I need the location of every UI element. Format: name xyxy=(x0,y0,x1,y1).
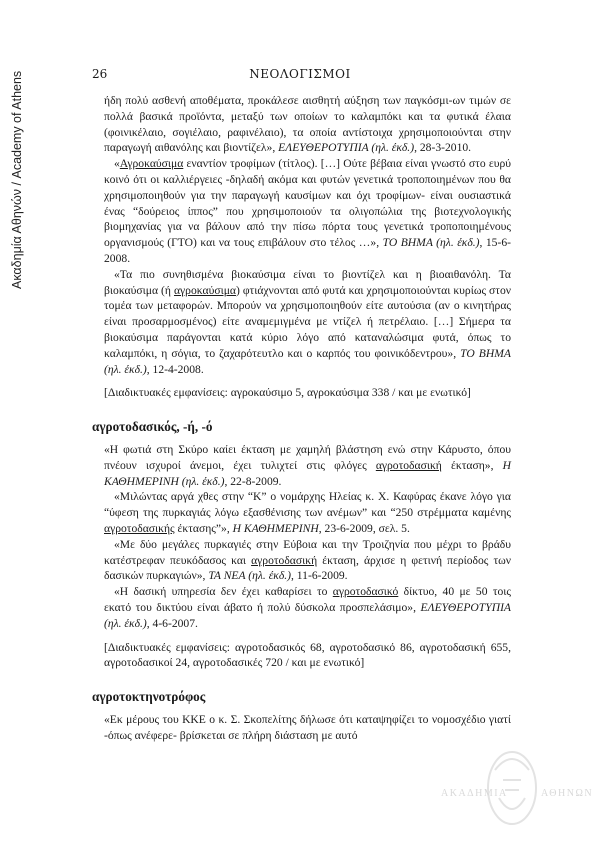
citation-date: , 12-4-2008. xyxy=(146,362,204,376)
citation-text: έκταση», xyxy=(441,458,494,472)
web-occurrences-note: [Διαδικτυακές εμφανίσεις: αγροκαύσιμο 5, αγροκαύσιμα 338 / και με ενωτικό] xyxy=(104,386,471,400)
citation-source: Η ΚΑΘΗΜΕΡΙΝΗ (ηλ. έκδ.) xyxy=(104,458,511,488)
citation-term: αγροτοδασικό xyxy=(332,585,399,599)
running-title: ΝΕΟΛΟΓΙΣΜΟΙ xyxy=(249,67,351,81)
watermark-text-right: ΑΘΗΝΩΝ xyxy=(541,788,594,799)
citation-term: αγροτοδασική xyxy=(251,553,318,567)
citation-paragraph xyxy=(104,537,511,584)
citation-source: ΤΑ ΝΕΑ (ηλ. έκδ.) xyxy=(208,569,291,583)
citation-text: έκτασης”», xyxy=(174,521,230,535)
citation-term: αγροτοδασικής xyxy=(104,521,175,535)
entry-agrokausimo-citations xyxy=(92,93,511,401)
citation-source: Η ΚΑΘΗΜΕΡΙΝΗ xyxy=(232,521,319,535)
side-label: Ακαδημία Αθηνών / Academy of Athens xyxy=(10,70,24,290)
citation-paragraph xyxy=(104,489,511,536)
web-occurrences-note: [Διαδικτυακές εμφανίσεις: αγροτοδασικός 68, αγροτοδασικό 86, αγροτοδασική 655, αγροτοδασικοί 24, αγροτοδασικές 720 / και με ενωτικό] xyxy=(104,640,511,670)
citation-text: ) φτιάχνονται από φυτά και χρησιμοποιούνται κυρίως στον τομέα των μεταφορών. Μπορούν να χρησιμοποιηθούν είτε αυτούσια (αν ο κινητήρας είναι προσαρμοσμένος) είτε αναμεμιγμένα με ντίζελ ή πετρέλαιο. […] Σήμερα τα βιοκαύσιμα παράγονται κατά κύριο λόγο από καταναλώσιμα φυτά, όπως το καλαμπόκι, η σόγια, το ζαχαρότευτλο και ο καρπός του φοινικόδεντρου», xyxy=(104,283,512,360)
citation-source: ΤΟ ΒΗΜΑ (ηλ. έκδ.) xyxy=(104,346,511,376)
citation-text: «Η φωτιά στη Σκύρο καίει έκταση με χαμηλή βλάστηση ενώ στην Κάρυστο, όπου πνέουν ισχυροί άνεμοι, έχει τυλιχτεί στις φλόγες xyxy=(104,442,511,472)
citation-date: , 22-8-2009. xyxy=(224,474,282,488)
page-body xyxy=(92,93,511,743)
citation-date: , 15-6-2008. xyxy=(104,236,511,265)
citation-date: , 4-6-2007. xyxy=(146,616,198,630)
citation-paragraph xyxy=(104,156,511,267)
citation-source: ΤΟ ΒΗΜΑ (ηλ. έκδ.) xyxy=(382,236,480,250)
citation-date: , 28-3-2010. xyxy=(414,141,472,155)
citation-text: εναντίον τροφίμων (τίτλος). […] Ούτε βέβαια είναι γνωστό στο ευρύ κοινό ότι οι καλλιέργειες -δηλαδή ακόμα και φυτών γενετικά τροποποιημένων που θα χρησιμοποιηθούν για την παραγωγή καυσίμων και όχι τροφίμων- είναι ουσιαστικά ένας “δούρειος ίππος” που χρησιμοποιούν τα ολιγοπώλια της βιοτεχνολογικής βιομηχανίας για να βάλουν από την πίσω πόρτα τους γενετικά τροποποιημένους οργανισμούς (ΓΤΟ) και να τους επιβάλουν στο τέλος …», xyxy=(104,157,511,250)
citation-term: αγροτοδασική xyxy=(375,458,442,472)
citation-source: ΕΛΕΥΘΕΡΟΤΥΠΙΑ (ηλ. έκδ.) xyxy=(104,600,512,630)
citation-paragraph: «Εκ μέρους του ΚΚΕ ο κ. Σ. Σκοπελίτης δήλωσε ότι καταψηφίζει το νομοσχέδιο γιατί -όπως ανέφερε- βρίσκεται σε πλήρη διάσταση με αυτό xyxy=(104,712,511,742)
citation-term: αγροκαύσιμα xyxy=(173,283,236,297)
citation-text: «Με δύο μεγάλες πυρκαγιές στην Εύβοια και την Τροιζηνία που μέχρι το βράδυ κατέστρεφαν πευκόδασος και xyxy=(104,537,511,567)
citation-text: «Η δασική υπηρεσία δεν έχει καθαρίσει το xyxy=(114,585,333,599)
headword-agrotodasikos: αγροτοδασικός, -ή, -ό xyxy=(92,419,213,435)
citation-open-quote: « xyxy=(114,157,120,171)
citation-text: «Τα πιο συνηθισμένα βιοκαύσιμα είναι το βιοντίζελ και η βιοαιθανόλη. Τα βιοκαύσιμα (ή xyxy=(104,267,511,297)
citation-paragraph xyxy=(104,442,511,489)
citation-date: , 11-6-2009. xyxy=(291,569,348,583)
academy-watermark-logo xyxy=(437,740,594,840)
watermark-text-left: ΑΚΑΔΗΜΙΑ xyxy=(441,788,508,799)
page-number: 26 xyxy=(92,67,108,81)
citation-text: δίκτυο, 40 με 50 τοις εκατό του δικτύου είναι άβατο ή πολύ δύσκολα προσπελάσιμο», xyxy=(104,585,512,614)
citation-text: έκταση, άρχισε η φετινή περίοδος των δασικών πυρκαγιών», xyxy=(104,553,511,583)
citation-source: ΕΛΕΥΘΕΡΟΤΥΠΙΑ (ηλ. έκδ.) xyxy=(278,141,415,155)
entry-agrotodasikos-citations xyxy=(92,442,511,671)
citation-paragraph xyxy=(104,93,511,156)
citation-term: Αγροκαύσιμα xyxy=(119,157,184,171)
citation-paragraph xyxy=(104,267,511,378)
entry-agrotoktinotrofos-citations xyxy=(92,712,511,744)
citation-paragraph xyxy=(104,584,511,631)
citation-text: ήδη πολύ ασθενή αποθέματα, προκάλεσε αισθητή αύξηση των παγκόσμι-ων τιμών σε πολλά βασικά προϊόντα, μεταξύ των οποίων το καλαμπόκι και τα φυτικά έλαια (φοινικέλαιο, σογιέλαιο, ραφινέλαιο), τα οποία αντίστοιχα χρησιμοποιούνται στην παραγωγή αιθανόλης και βιοντίζελ», xyxy=(104,94,511,155)
citation-text: «Μιλώντας αργά χθες στην “Κ” ο νομάρχης Ηλείας κ. Χ. Καφύρας έκανε λόγο για “ύφεση της πυρκαγιάς λόγω εξασθένισης των ανέμων” και “250 στρέμματα καμένης xyxy=(104,490,511,520)
headword-agrotoktinotrofos: αγροτοκτηνοτρόφος xyxy=(92,689,206,705)
citation-date: , 23-6-2009, σελ. 5. xyxy=(318,521,410,535)
